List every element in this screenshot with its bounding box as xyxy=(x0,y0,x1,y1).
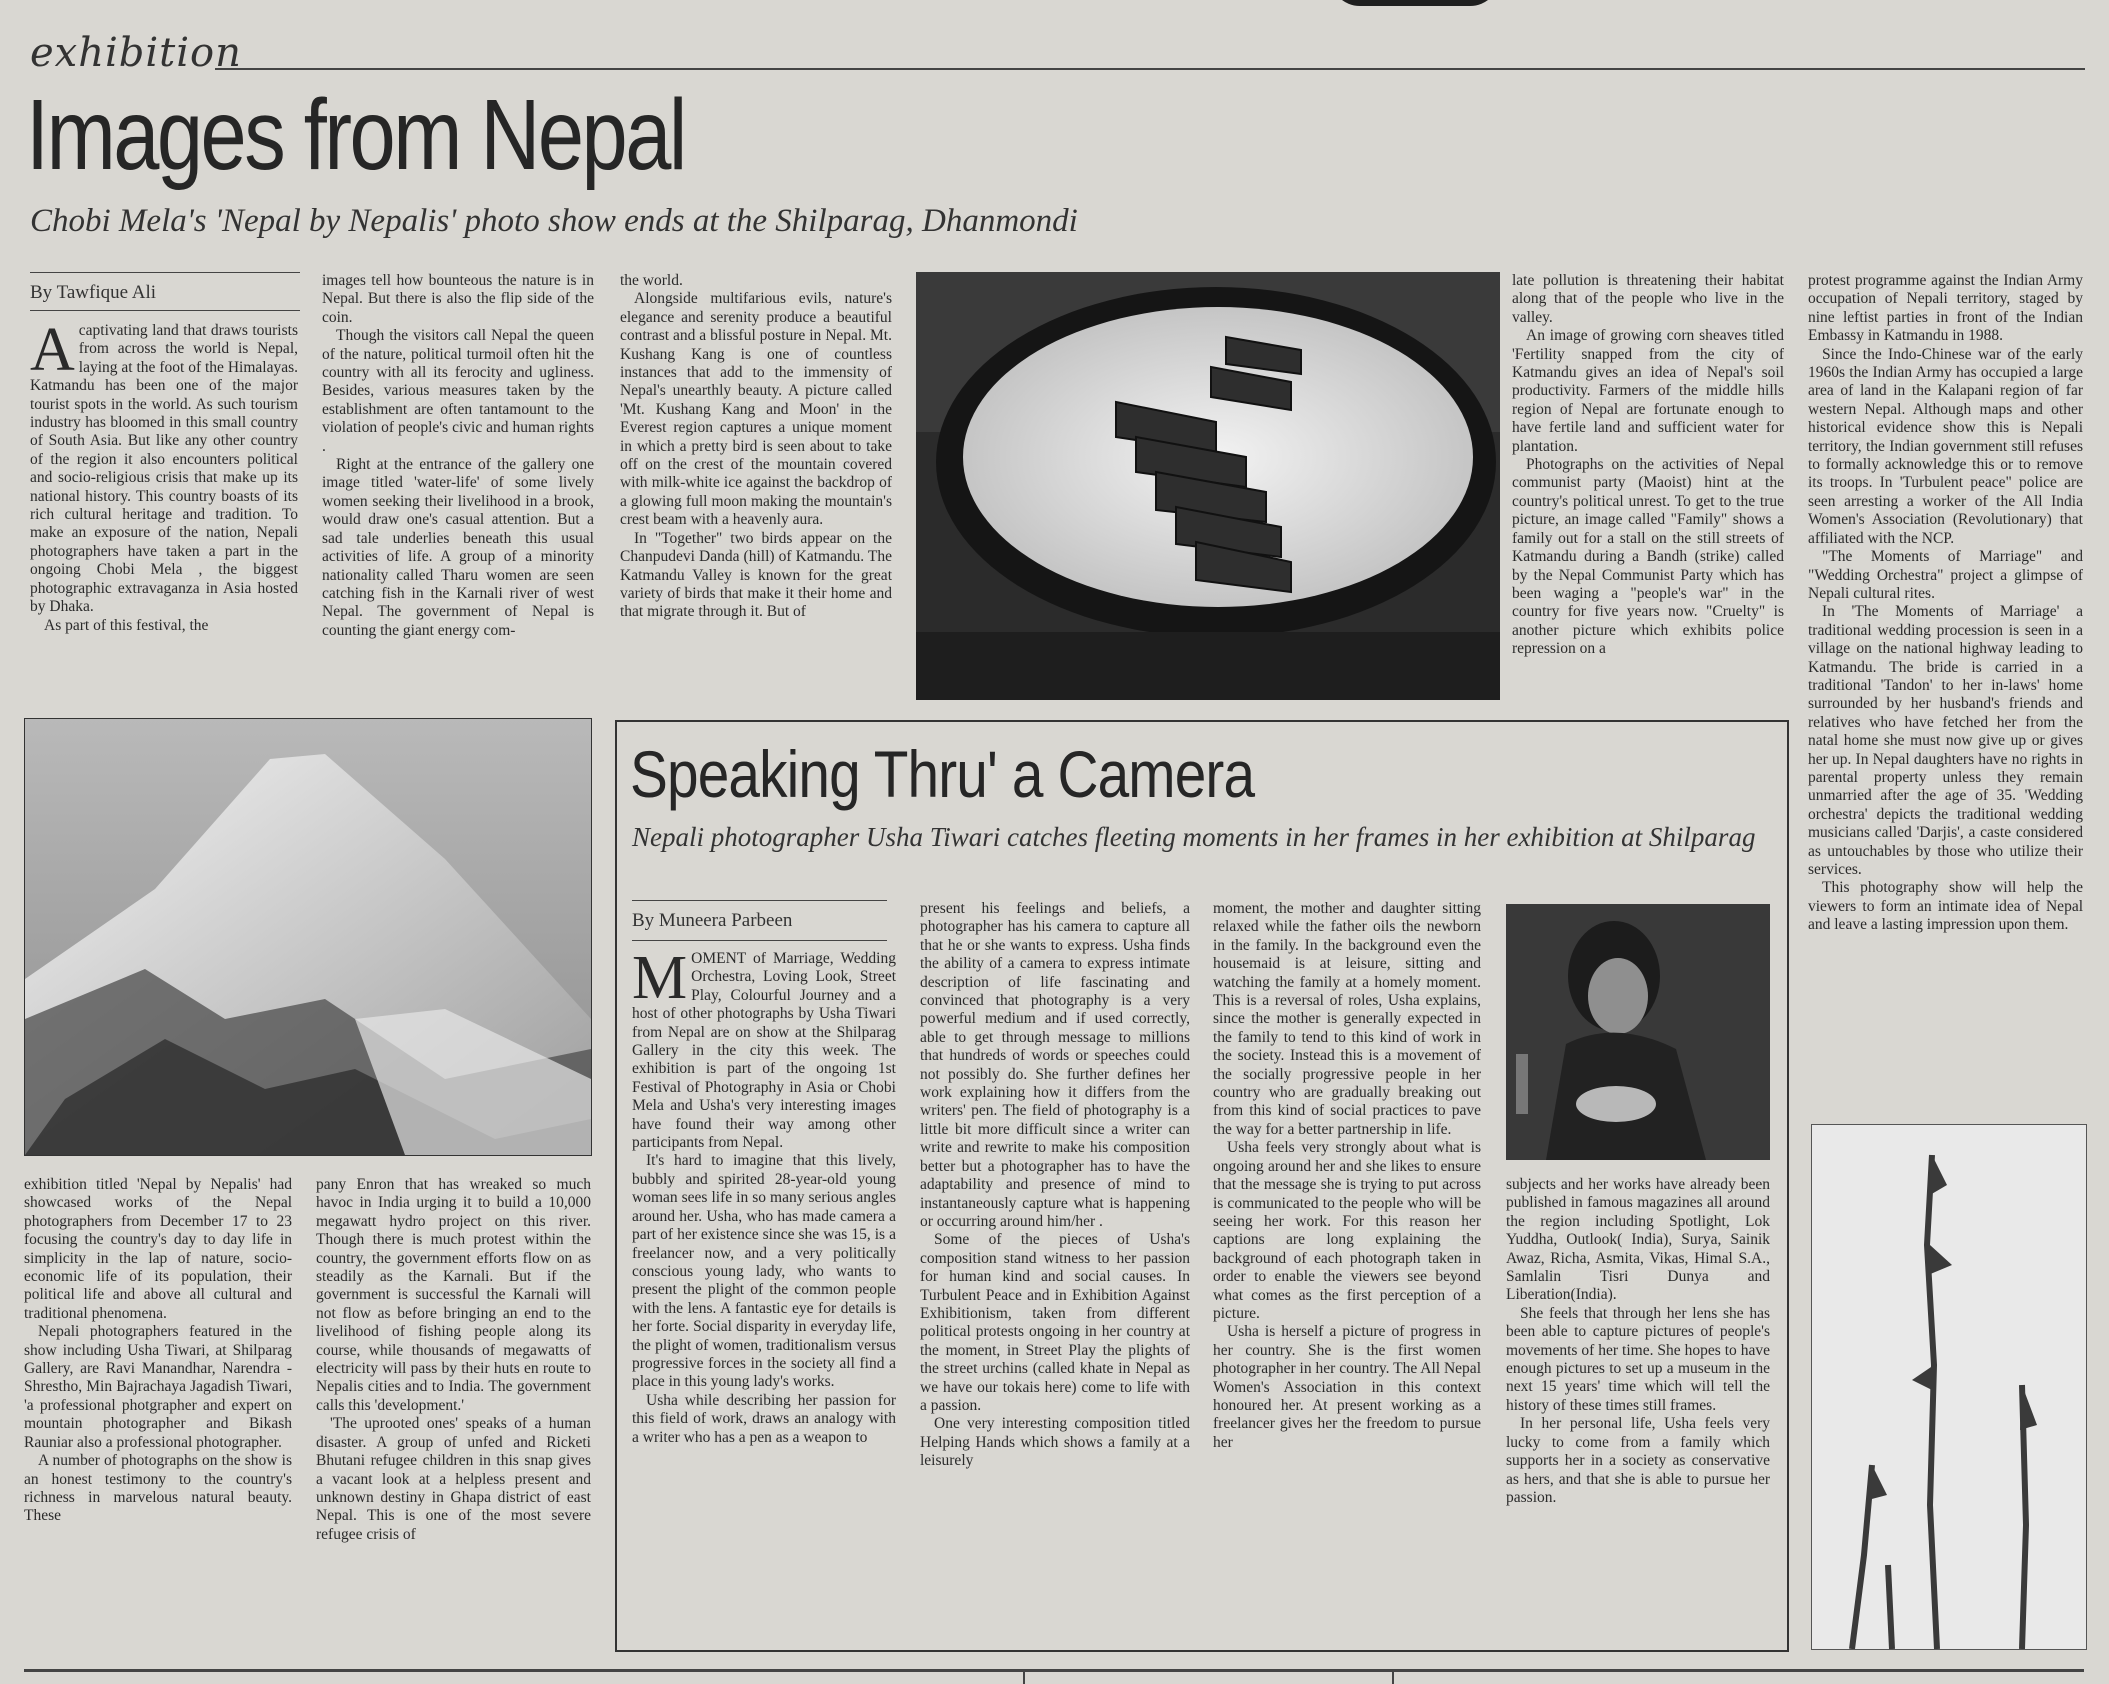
headline: Images from Nepal xyxy=(26,79,685,191)
paragraph: late pollution is threatening their habitat along that of the people who live in the valley. xyxy=(1512,272,1784,326)
corn-sheaves-photo xyxy=(1811,1124,2087,1650)
article-column-1b xyxy=(24,1176,292,1648)
article-column-2b xyxy=(316,1176,591,1648)
sidebar-column-2 xyxy=(920,900,1190,1640)
sidebar-headline: Speaking Thru' a Camera xyxy=(630,737,1255,811)
portrait-photo xyxy=(1506,904,1770,1160)
bottom-divider xyxy=(1392,1672,1394,1684)
article-column-4 xyxy=(1512,272,1784,714)
paragraph: A number of photographs on the show is an honest testimony to the country's richness in marvelous natural beauty. These xyxy=(24,1452,292,1525)
paragraph: Though the visitors call Nepal the queen of the nature, political turmoil often hit the country with all its ferocity and ugliness. Besides, various measures taken by the establishment are often tantamount to the violation of people's civic and human rights . xyxy=(322,327,594,455)
sidebar-byline: By Muneera Parbeen xyxy=(632,910,793,931)
paragraph: images tell how bounteous the nature is in Nepal. But there is also the flip side of the coin. xyxy=(322,272,594,326)
article-column-2 xyxy=(322,272,594,712)
paragraph: One very interesting composition titled Helping Hands which shows a family at a leisurely xyxy=(920,1415,1190,1470)
article-column-3 xyxy=(620,272,892,712)
paragraph: In 'The Moments of Marriage' a traditional wedding procession is seen in a village on the national highway leading to Katmandu. The bride is carried in a traditional 'Tandon' to her in-laws' home surrounded by her husband's friends and relatives who have fetched her from the natal home she must now give up or gives her up. In Nepal daughters have no rights in parental property unless they remain unmarried after the age of 35. 'Wedding orchestra' depicts the traditional wedding musicians called 'Darjis', a caste considered as untouchables by those who utilize their services. xyxy=(1808,603,2083,878)
paragraph: Right at the entrance of the gallery one image titled 'water-life' of some lively women seeking their livelihood in a brook, would draw one's casual attention. But a sad tale underlies beneath this usual activities of life. A group of a minority nationality called Tharu women are seen catching fish in the Karnali river of west Nepal. The government of Nepal is counting the giant energy com- xyxy=(322,456,594,639)
section-label: exhibition xyxy=(30,30,242,76)
paragraph: the world. xyxy=(620,272,683,289)
paragraph: This photography show will help the viewers to form an intimate idea of Nepal and leave a lasting impression upon them. xyxy=(1808,879,2083,934)
byline-rule-bottom xyxy=(30,310,300,311)
article-column-1 xyxy=(30,322,298,712)
sidebar-column-3 xyxy=(1213,900,1481,1640)
paragraph: pany Enron that has wreaked so much havoc in India urging it to build a 10,000 megawatt hydro project on this river. Though there is much protest within the country, the government efforts flow on as steadily as the Karnali. But if the government is successful the Karnali will not flow as before bringing an end to the livelihood of fishing people along its course, while thousands of megawatts of electricity will pass by their huts en route to Nepalis cities and to India. The government calls this 'development.' xyxy=(316,1176,591,1414)
article-column-5 xyxy=(1808,272,2083,1108)
deck: Chobi Mela's 'Nepal by Nepalis' photo show ends at the Shilparag, Dhanmondi xyxy=(30,203,1078,239)
byline-rule-top xyxy=(30,272,300,273)
masthead-fragment xyxy=(1330,0,1500,6)
paragraph: Photographs on the activities of Nepal communist party (Maoist) hint at the country's political unrest. To get to the true picture, an image called "Family" shows a family out for a stall on the still streets of Katmandu during a Bandh (strike) called by the Nepal Communist Party which has been waging a "people's war" in the country for five years now. "Cruelty" is another picture which exhibits police repression on a xyxy=(1512,456,1784,658)
bottom-rule xyxy=(24,1669,2084,1672)
paragraph: In her personal life, Usha feels very lucky to come from a family which supports her in a society as conservative as hers, and that she is able to pursue her passion. xyxy=(1506,1415,1770,1506)
paragraph: "The Moments of Marriage" and "Wedding Orchestra" project a glimpse of Nepali cultural rites. xyxy=(1808,548,2083,602)
sidebar-column-4 xyxy=(1506,1176,1770,1640)
paragraph: Since the Indo-Chinese war of the early 1960s the Indian Army has occupied a large area of land in the Kalapani region of far western Nepal. Although maps and other historical evidence show this is Nepali territory, the Indian government still refuses to formally acknowledge this or to remove its troops. In 'Turbulent peace" police are seen arresting a worker of the All India Women's Association (Revolutionary) that affiliated with the NCP. xyxy=(1808,345,2083,547)
paragraph: An image of growing corn sheaves titled 'Fertility snapped from the city of Katmandu gives an idea of Nepal's soil productivity. Farmers of the middle hills region of Nepal are fortunate enough to have fertile land and sufficient water for plantation. xyxy=(1512,327,1784,455)
byline: By Tawfique Ali xyxy=(30,282,157,303)
paragraph: captivating land that draws tourists from across the world is Nepal, laying at the foot of the Himalayas. Katmandu has been one of the major tourist spots in the world. As such tourism industry has bloomed in this small country of South Asia. But like any other country of the region it also encounters political and socio-religious crisis that make up its national history. This country boasts of its rich cultural heritage and tradition. To make an exposure of the nation, Nepali photographers have taken a part in the ongoing Chobi Mela , the biggest photographic extravaganza in Asia hosted by Dhaka. xyxy=(30,322,298,616)
paragraph: She feels that through her lens she has been able to capture pictures of people's movements of her time. She hopes to have enough pictures to set up a museum in the next 15 years' time which will tell the history of these times still frames. xyxy=(1506,1304,1770,1414)
paragraph: Nepali photographers featured in the show including Usha Tiwari, at Shilparag Gallery, are Ravi Manandhar, Narendra -Shrestho, Min Bajrachaya Jagadish Tiwari, 'a professional photgrapher and expert on mountain photographer and Bikash Rauniar also a professional photographer. xyxy=(24,1323,292,1451)
paragraph: Alongside multifarious evils, nature's elegance and serenity produce a beautiful contrast and a blissful posture in Nepal. Mt. Kushang Kang is one of countless instances that add to the immensity of Nepal's unearthly beauty. A picture called 'Mt. Kushang Kang and Moon' in the Everest region captures a unique moment in which a pretty bird is seen about to take off on the crest of the mountain covered with milk-white ice against the backdrop of a glowing full moon making the mountain's crest beam with a heavenly aura. xyxy=(620,290,892,529)
paragraph: subjects and her works have already been published in famous magazines all around the region including Spotlight, Lok Yuddha, Outlook( India), Surya, Sainik Awaz, Richa, Asmita, Vikas, Himal S.A., Samlalin Tisri Dunya and Liberation(India). xyxy=(1506,1176,1770,1304)
paragraph: protest programme against the Indian Army occupation of Nepali territory, staged by nine leftist parties in front of the Indian Embassy in Katmandu in 1988. xyxy=(1808,272,2083,345)
bottom-divider xyxy=(1023,1672,1025,1684)
paragraph: In "Together" two birds appear on the Chanpudevi Danda (hill) of Katmandu. The Katmandu Valley is known for the great variety of birds that make it their home and that migrate through it. But of xyxy=(620,529,892,621)
paragraph: It's hard to imagine that this lively, bubbly and spirited 28-year-old young woman sees life in so many serious angles around her. Usha, who has made camera a part of her existence since she was 15, is a freelancer now, and a very politically conscious young lady, who wants to present the plight of the common people with the lens. A fantastic eye for details is her forte. Social disparity in everyday life, the plight of women, traditionalism versus progressive forces in the society all find a place in this young lady's works. xyxy=(632,1152,896,1391)
paragraph: moment, the mother and daughter sitting relaxed while the father oils the newborn in the family. In the background even the housemaid is at leisure, sitting and watching the family at a homely moment. This is a reversal of roles, Usha explains, since the mother is generally expected in the family to tend to this kind of work in the society. Instead this is a movement of the socially progressive people in her country who are gradually breaking out from this kind of social practices to pave the way for a better partnership in life. xyxy=(1213,900,1481,1138)
top-rule xyxy=(215,68,2085,70)
paragraph: exhibition titled 'Nepal by Nepalis' had showcased works of the Nepal photographers from December 17 to 23 focusing the country's day to day life in simplicity in the lap of nature, socio-economic life of its population, their political life and above all cultural and traditional phenomena. xyxy=(24,1176,292,1322)
sidebar-deck: Nepali photographer Usha Tiwari catches fleeting moments in her frames in her exhibition at Shilparag xyxy=(632,822,1756,852)
sidebar-byline-rule-top xyxy=(632,900,887,901)
paragraph: Usha while describing her passion for this field of work, draws an analogy with a writer who has a pen as a weapon to xyxy=(632,1391,896,1446)
sidebar-column-1 xyxy=(632,950,896,1640)
dropcap: A xyxy=(30,322,75,384)
sidebar-byline-rule-bottom xyxy=(632,940,887,941)
mirror-temple-photo xyxy=(916,272,1500,700)
dropcap: M xyxy=(632,950,688,1012)
paragraph: Usha feels very strongly about what is ongoing around her and she likes to ensure that the message she is trying to put across is communicated to the people who will be seeing her work. For this reason her captions are long explaining the background of each photograph taken in order to enable the viewers see beyond what comes as the first perception of a picture. xyxy=(1213,1139,1481,1322)
paragraph: present his feelings and beliefs, a photographer has his camera to capture all that he or she wants to express. Usha finds the ability of a camera to express intimate description of life fascinating and convinced that photography is a very powerful medium and if used correctly, able to get through message to millions that hundreds of words or speeches could not possibly do. She further defines her work explaining how it differs from the writers' pen. The field of photography is a little bit more difficult since a writer can write and rewrite to make his composition better but a photographer has to have the adaptability and presence of mind to instantaneously capture what is happening or occurring around him/her . xyxy=(920,900,1190,1230)
mountain-photo xyxy=(24,718,592,1156)
paragraph: Usha is herself a picture of progress in her country. She is the first women photographer in her country. The All Nepal Women's Association in this context honoured her. At present working as a freelancer gives her the freedom to pursue her xyxy=(1213,1323,1481,1451)
paragraph: 'The uprooted ones' speaks of a human disaster. A group of unfed and Ricketi Bhutani refugee children in this snap gives a vacant look at a helpless present and unknown destiny in Ghapa district of east Nepal. This is one of the most severe refugee crisis of xyxy=(316,1415,591,1543)
paragraph: OMENT of Marriage, Wedding Orchestra, Loving Look, Street Play, Colourful Journey and a host of other photographs by Usha Tiwari from Nepal are on show at the Shilparag Gallery in the city this week. The exhibition is part of the ongoing 1st Festival of Photography in Asia or Chobi Mela and Usha's very interesting images have found their way among other participants from Nepal. xyxy=(632,950,896,1152)
paragraph: As part of this festival, the xyxy=(44,616,209,634)
paragraph: Some of the pieces of Usha's composition stand witness to her passion for human kind and social causes. In Turbulent Peace and in Exhibition Against Exhibitionism, taken from different political protests ongoing in her country at the moment, in Street Play the plights of the street urchins (called khate in Nepal as we have our tokais here) come to life with a passion. xyxy=(920,1231,1190,1414)
